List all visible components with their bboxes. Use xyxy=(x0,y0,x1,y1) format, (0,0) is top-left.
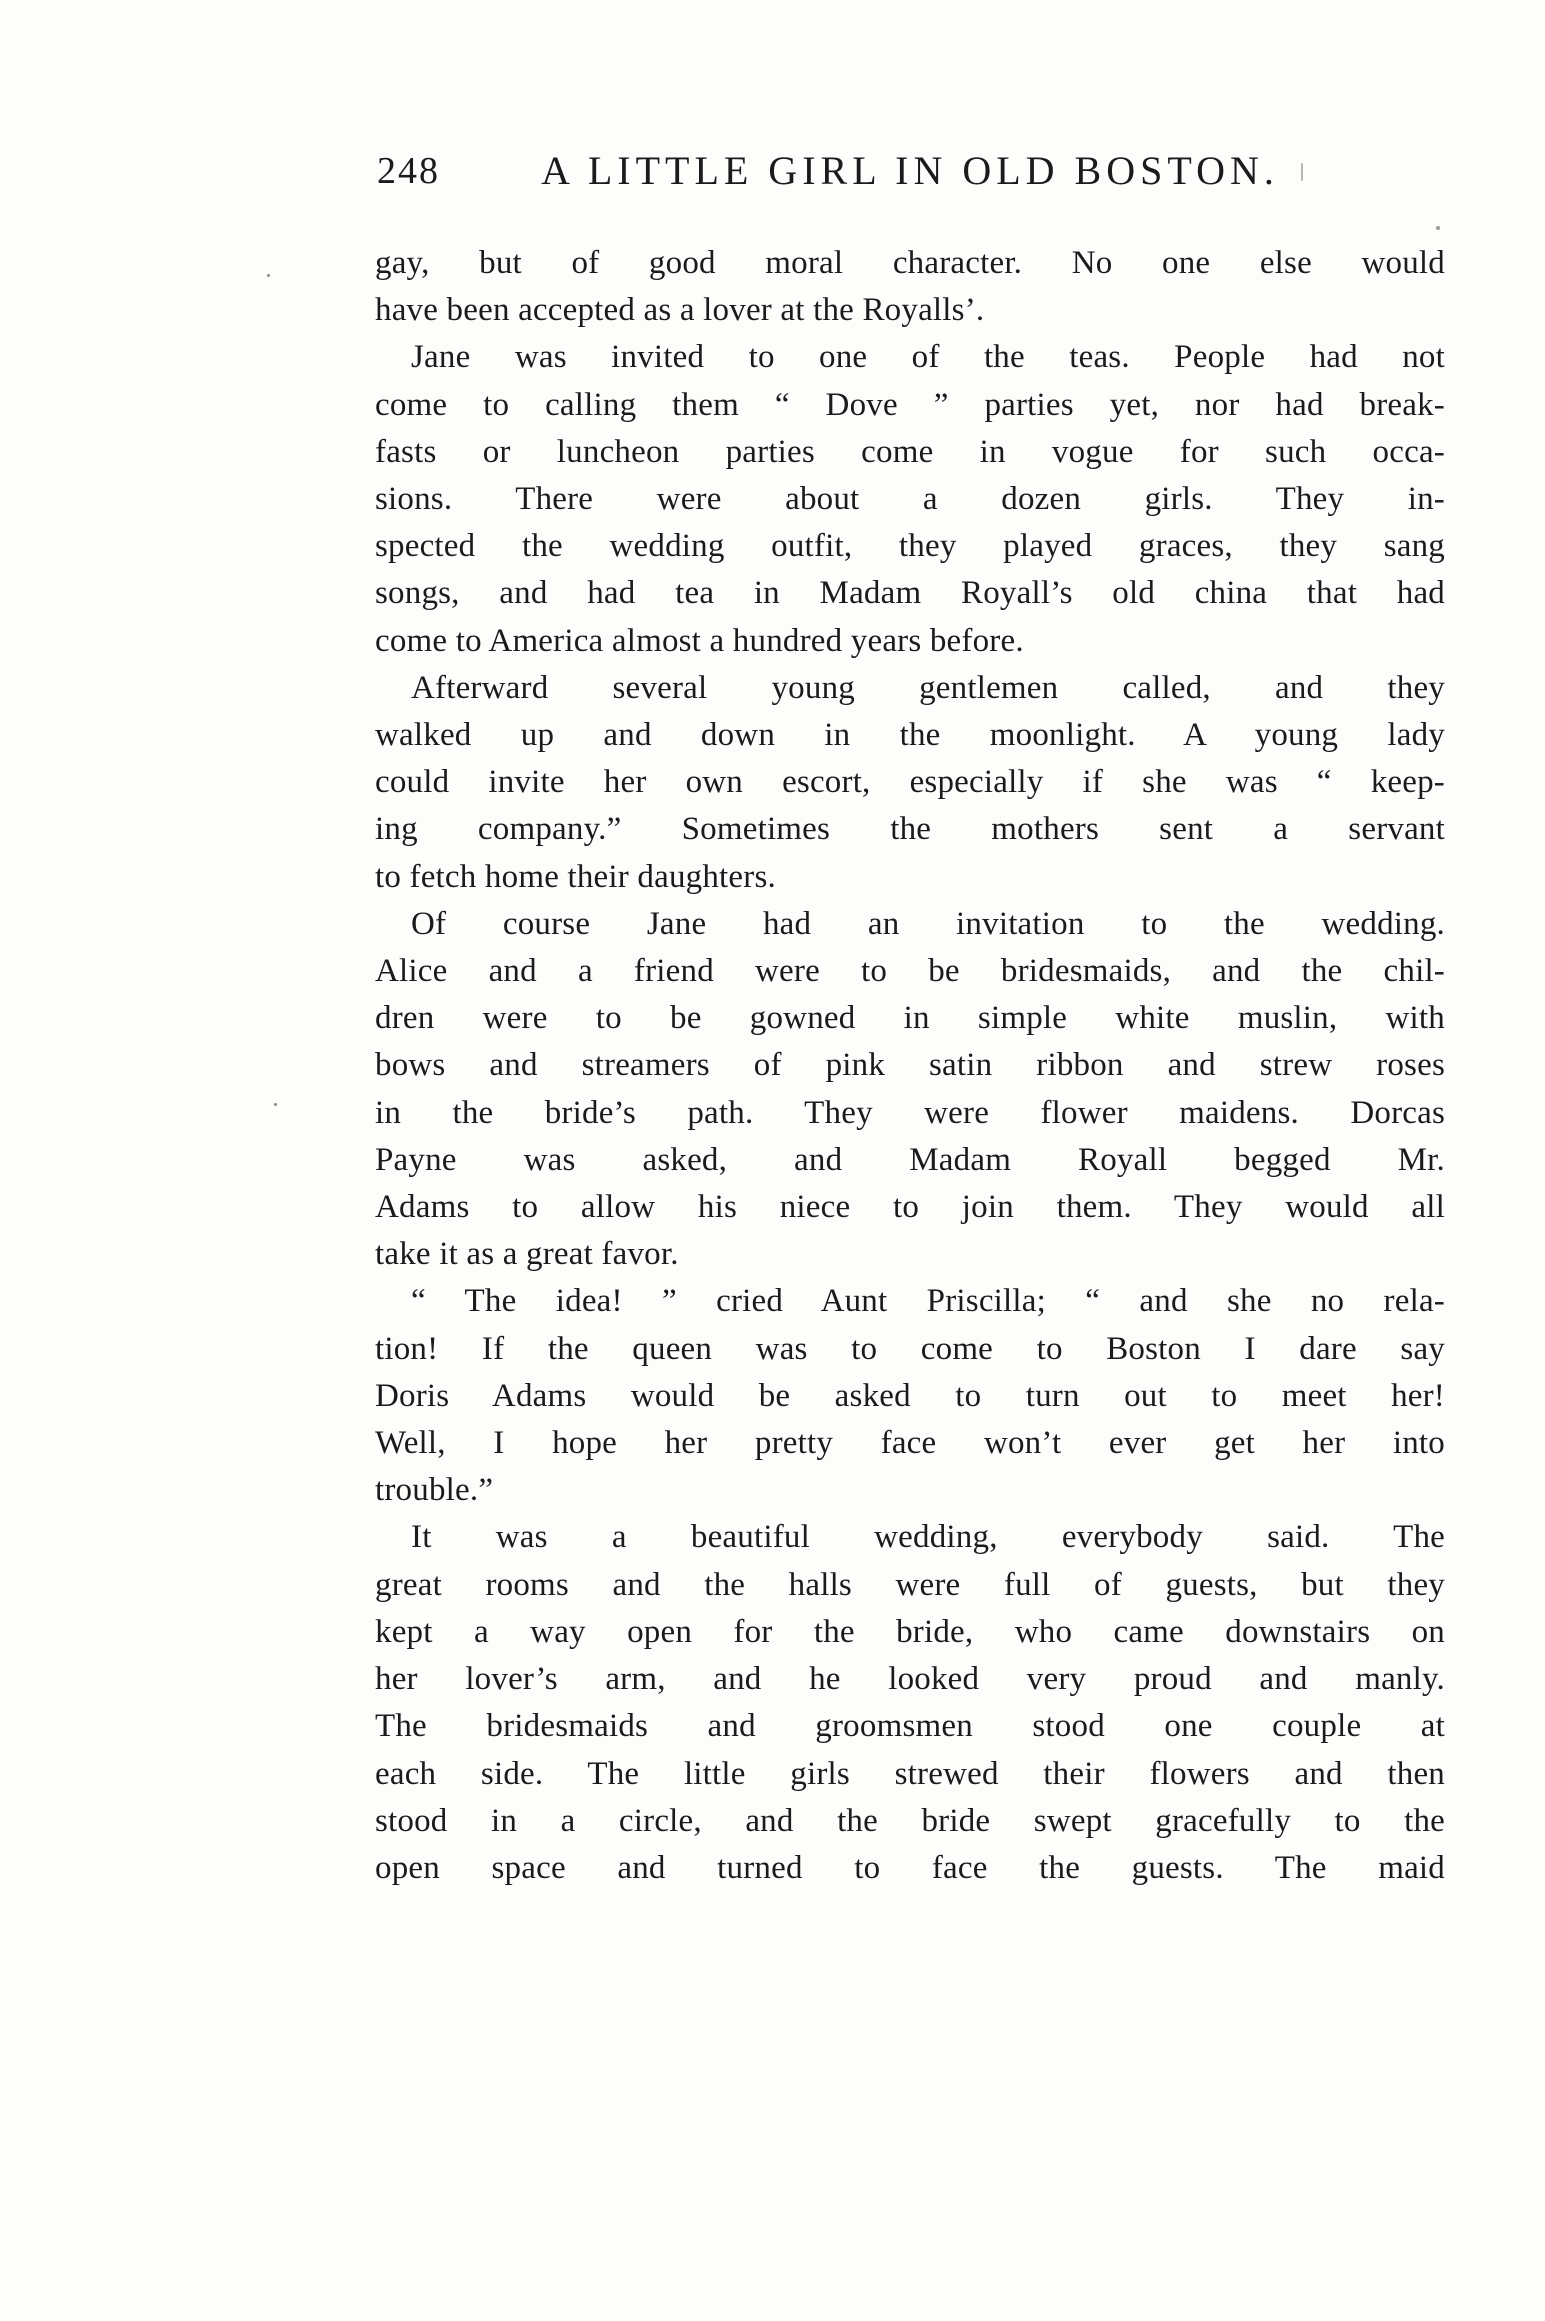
text-line: open space and turned to face the guests. The maid xyxy=(375,1849,1445,1886)
text-line: come to calling them “ Dove ” parties yet, nor had break- xyxy=(375,386,1445,423)
text-line: Payne was asked, and Madam Royall begged Mr. xyxy=(375,1141,1445,1178)
text-line: sions. There were about a dozen girls. They in- xyxy=(375,481,1445,518)
text-line: come to America almost a hundred years before. xyxy=(375,622,1024,659)
text-line: take it as a great favor. xyxy=(375,1236,679,1273)
text-line: Adams to allow his niece to join them. They would all xyxy=(375,1189,1445,1226)
text-line: Afterward several young gentlemen called, and they xyxy=(411,669,1445,706)
text-line: stood in a circle, and the bride swept gracefully to the xyxy=(375,1802,1445,1839)
text-line: walked up and down in the moonlight. A young lady xyxy=(375,717,1445,754)
text-line: The bridesmaids and groomsmen stood one couple at xyxy=(375,1708,1445,1745)
text-line: bows and streamers of pink satin ribbon and strew roses xyxy=(375,1047,1445,1084)
text-line: ing company.” Sometimes the mothers sent a servant xyxy=(375,811,1445,848)
page-header xyxy=(375,148,1445,194)
text-line: Doris Adams would be asked to turn out to meet her! xyxy=(375,1377,1445,1414)
text-line: fasts or luncheon parties come in vogue for such occa- xyxy=(375,433,1445,470)
text-line: could invite her own escort, especially if she was “ keep- xyxy=(375,764,1445,801)
text-line: Alice and a friend were to be bridesmaids, and the chil- xyxy=(375,953,1445,990)
scan-speck xyxy=(1436,226,1440,230)
text-line: tion! If the queen was to come to Boston I dare say xyxy=(375,1330,1445,1367)
text-line: dren were to be gowned in simple white muslin, with xyxy=(375,1000,1445,1037)
text-line: It was a beautiful wedding, everybody said. The xyxy=(411,1519,1445,1556)
page-number: 248 xyxy=(377,150,440,192)
text-line: spected the wedding outfit, they played graces, they sang xyxy=(375,528,1445,565)
text-line: kept a way open for the bride, who came downstairs on xyxy=(375,1613,1445,1650)
text-line: her lover’s arm, and he looked very proud and manly. xyxy=(375,1661,1445,1698)
running-title: A LITTLE GIRL IN OLD BOSTON. xyxy=(541,148,1279,193)
text-line: in the bride’s path. They were flower maidens. Dorcas xyxy=(375,1094,1445,1131)
text-line: great rooms and the halls were full of guests, but they xyxy=(375,1566,1445,1603)
text-line: to fetch home their daughters. xyxy=(375,858,776,895)
text-line: songs, and had tea in Madam Royall’s old china that had xyxy=(375,575,1445,612)
text-line: trouble.” xyxy=(375,1472,494,1509)
text-line: Jane was invited to one of the teas. People had not xyxy=(411,339,1445,376)
page-body xyxy=(375,240,1445,1892)
scan-speck xyxy=(1301,163,1303,181)
text-line: gay, but of good moral character. No one else would xyxy=(375,245,1445,281)
text-line: “ The idea! ” cried Aunt Priscilla; “ and she no rela- xyxy=(411,1283,1445,1320)
text-line: have been accepted as a lover at the Royalls’. xyxy=(375,292,985,329)
scan-speck xyxy=(274,1103,277,1106)
text-line: each side. The little girls strewed their flowers and then xyxy=(375,1755,1445,1792)
text-line: Of course Jane had an invitation to the wedding. xyxy=(411,905,1445,942)
scan-speck xyxy=(267,274,270,277)
text-line: Well, I hope her pretty face won’t ever get her into xyxy=(375,1425,1445,1462)
